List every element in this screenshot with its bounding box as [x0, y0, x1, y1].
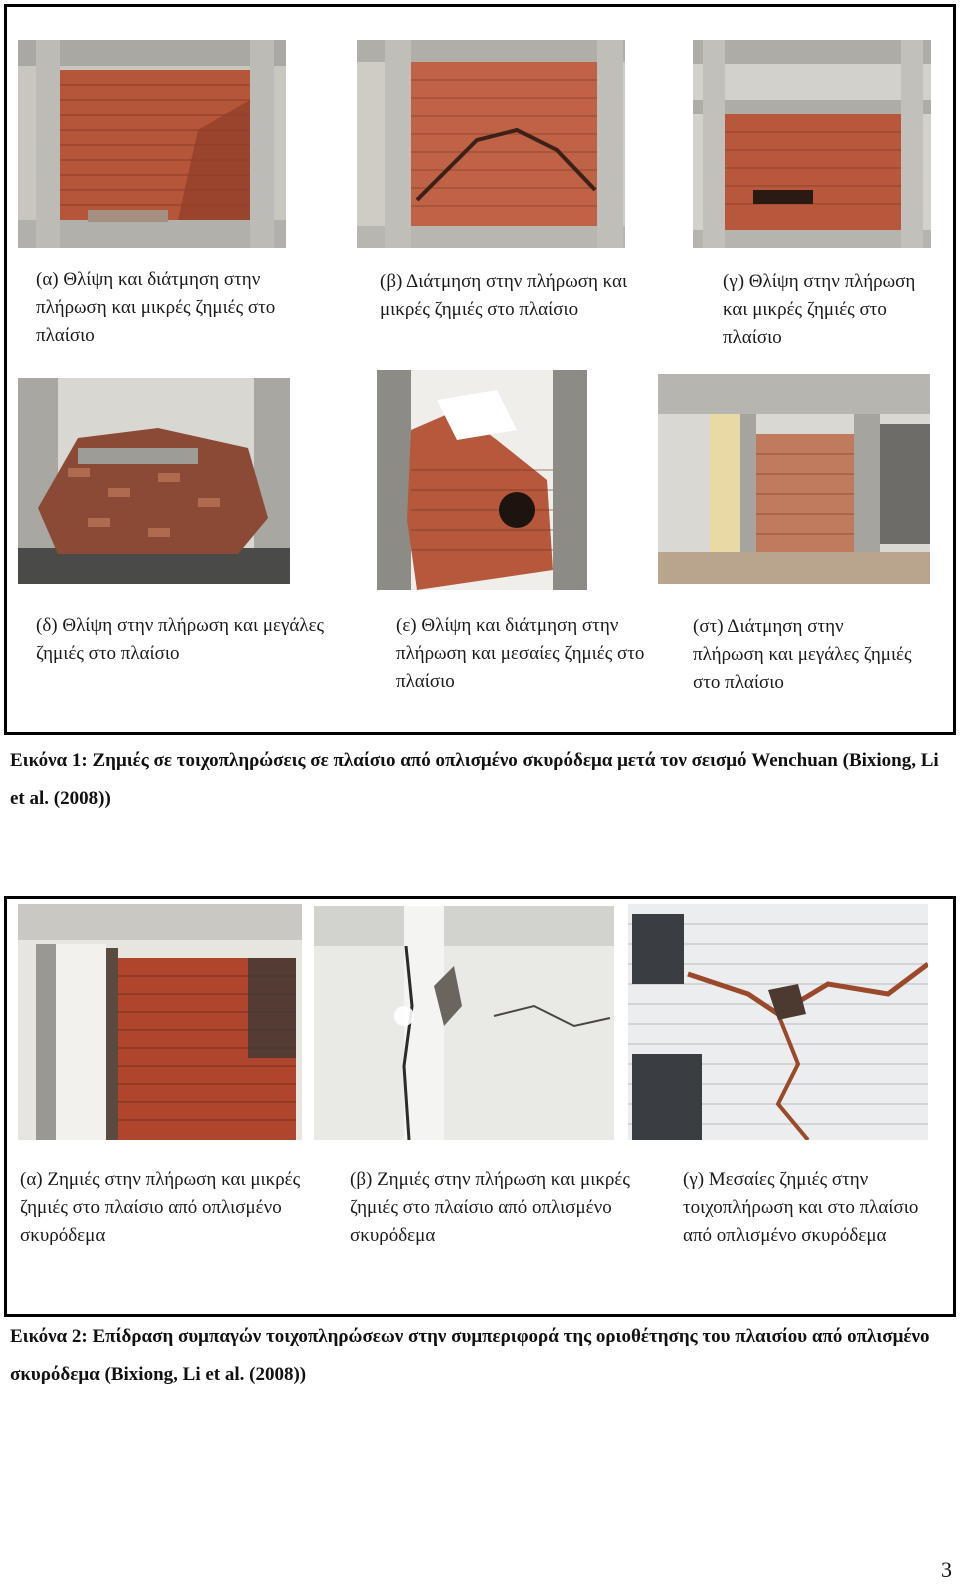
- photo-fig2-b: [314, 906, 614, 1140]
- caption-fig1-b: (β) Διάτμηση στην πλήρωση και μικρές ζημιές στο πλαίσιο: [380, 271, 628, 320]
- caption-fig2-b: (β) Ζημιές στην πλήρωση και μικρές ζημιές στο πλαίσιο από οπλισμένο σκυρόδεμα: [350, 1169, 630, 1246]
- photo-fig1-e: [377, 370, 587, 590]
- photo-fig1-b: [357, 40, 625, 248]
- figure-1-label: Εικόνα 1:: [10, 750, 88, 771]
- caption-fig1-e: (ε) Θλίψη και διάτμηση στην πλήρωση και μεσαίες ζημιές στο πλαίσιο: [396, 615, 645, 692]
- photo-fig1-d: [18, 378, 290, 584]
- caption-fig1-f: (στ) Διάτμηση στην πλήρωση και μεγάλες ζημιές στο πλαίσιο: [693, 616, 912, 693]
- photo-fig1-a: [18, 40, 286, 248]
- caption-fig1-d: (δ) Θλίψη στην πλήρωση και μεγάλες ζημιές στο πλαίσιο: [36, 615, 325, 664]
- caption-fig2-a: (α) Ζημιές στην πλήρωση και μικρές ζημιές στο πλαίσιο από οπλισμένο σκυρόδεμα: [20, 1169, 301, 1246]
- figure-1-caption: [10, 742, 955, 818]
- caption-fig1-a: (α) Θλίψη και διάτμηση στην πλήρωση και μικρές ζημιές στο πλαίσιο: [36, 269, 276, 346]
- photo-fig2-c: [628, 904, 928, 1140]
- figure-2-label: Εικόνα 2:: [10, 1326, 88, 1347]
- figure-1-text: Ζημιές σε τοιχοπληρώσεις σε πλαίσιο από οπλισμένο σκυρόδεμα μετά τον σεισμό Wenchuan (Bixiong, Li et al. (2008)): [10, 750, 939, 809]
- figure-2-caption: [10, 1318, 955, 1394]
- page-number: 3: [941, 1557, 952, 1582]
- caption-fig2-c: (γ) Μεσαίες ζημιές στην τοιχοπλήρωση και στο πλαίσιο από οπλισμένο σκυρόδεμα: [683, 1169, 919, 1246]
- figure-2-text: Επίδραση συμπαγών τοιχοπληρώσεων στην συμπεριφορά της οριοθέτησης του πλαισίου από οπλισμένο σκυρόδεμα (Bixiong, Li et al. (2008)): [10, 1326, 930, 1385]
- photo-fig2-a: [18, 904, 302, 1140]
- photo-fig1-f: [658, 374, 930, 584]
- photo-fig1-c: [693, 40, 931, 248]
- caption-fig1-c: (γ) Θλίψη στην πλήρωση και μικρές ζημιές στο πλαίσιο: [723, 271, 916, 348]
